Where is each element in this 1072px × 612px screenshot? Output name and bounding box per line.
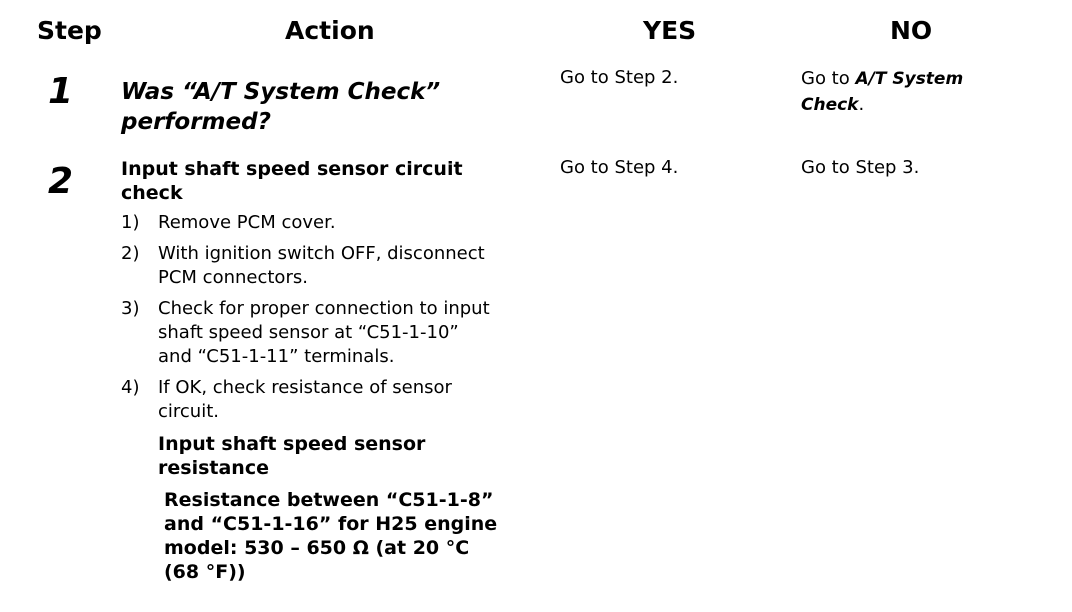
substep-text: PCM connectors. xyxy=(158,267,308,288)
step-number-1: 1 xyxy=(48,71,74,112)
substep-item xyxy=(121,297,541,369)
spec-title xyxy=(121,432,541,480)
step-1-yes: Go to Step 2. xyxy=(560,67,679,88)
header-yes: YES xyxy=(643,16,697,45)
step-1-no-prefix: Go to xyxy=(801,68,856,89)
spec-line: Resistance between “C51-1-8” xyxy=(164,489,494,511)
step-1-question-line: performed? xyxy=(121,109,271,135)
substep-text: Remove PCM cover. xyxy=(158,212,336,233)
substep-number: 3) xyxy=(121,298,140,319)
substep-text: If OK, check resistance of sensor xyxy=(158,377,452,398)
substep-text: shaft speed sensor at “C51-1-10” xyxy=(158,322,459,343)
header-step: Step xyxy=(37,16,102,45)
step-number-2: 2 xyxy=(48,161,74,202)
step-2-action xyxy=(121,157,541,584)
step-1-no-reference: A/T System xyxy=(855,69,964,89)
step-2-title xyxy=(121,157,541,205)
substep-text: Check for proper connection to input xyxy=(158,298,490,319)
spec-title-line: Input shaft speed sensor xyxy=(158,433,426,455)
substep-number: 2) xyxy=(121,243,140,264)
step-1-no-reference: Check xyxy=(801,95,859,115)
spec-title-line: resistance xyxy=(158,457,269,479)
header-action: Action xyxy=(285,16,375,45)
step-1-no xyxy=(801,66,963,118)
substep-item xyxy=(121,242,541,290)
substep-number: 4) xyxy=(121,377,140,398)
substep-text: circuit. xyxy=(158,401,219,422)
step-2-no: Go to Step 3. xyxy=(801,157,920,178)
step-2-yes: Go to Step 4. xyxy=(560,157,679,178)
substep-number: 1) xyxy=(121,212,140,233)
step-1-question xyxy=(121,77,440,137)
substep-text: and “C51-1-11” terminals. xyxy=(158,346,395,367)
spec-line: (68 °F)) xyxy=(164,561,246,583)
step-1-question-line: Was “A/T System Check” xyxy=(121,79,441,105)
step-2-title-line: Input shaft speed sensor circuit xyxy=(121,158,463,180)
step-2-title-line: check xyxy=(121,182,183,204)
header-no: NO xyxy=(890,16,933,45)
spec-text xyxy=(121,488,541,584)
substep-text: With ignition switch OFF, disconnect xyxy=(158,243,485,264)
spec-line: model: 530 – 650 Ω (at 20 °C xyxy=(164,537,470,559)
substep-item xyxy=(121,376,541,424)
step-1-no-suffix: . xyxy=(858,94,865,115)
spec-line: and “C51-1-16” for H25 engine xyxy=(164,513,498,535)
substep-item xyxy=(121,211,541,235)
substep-list xyxy=(121,211,541,424)
